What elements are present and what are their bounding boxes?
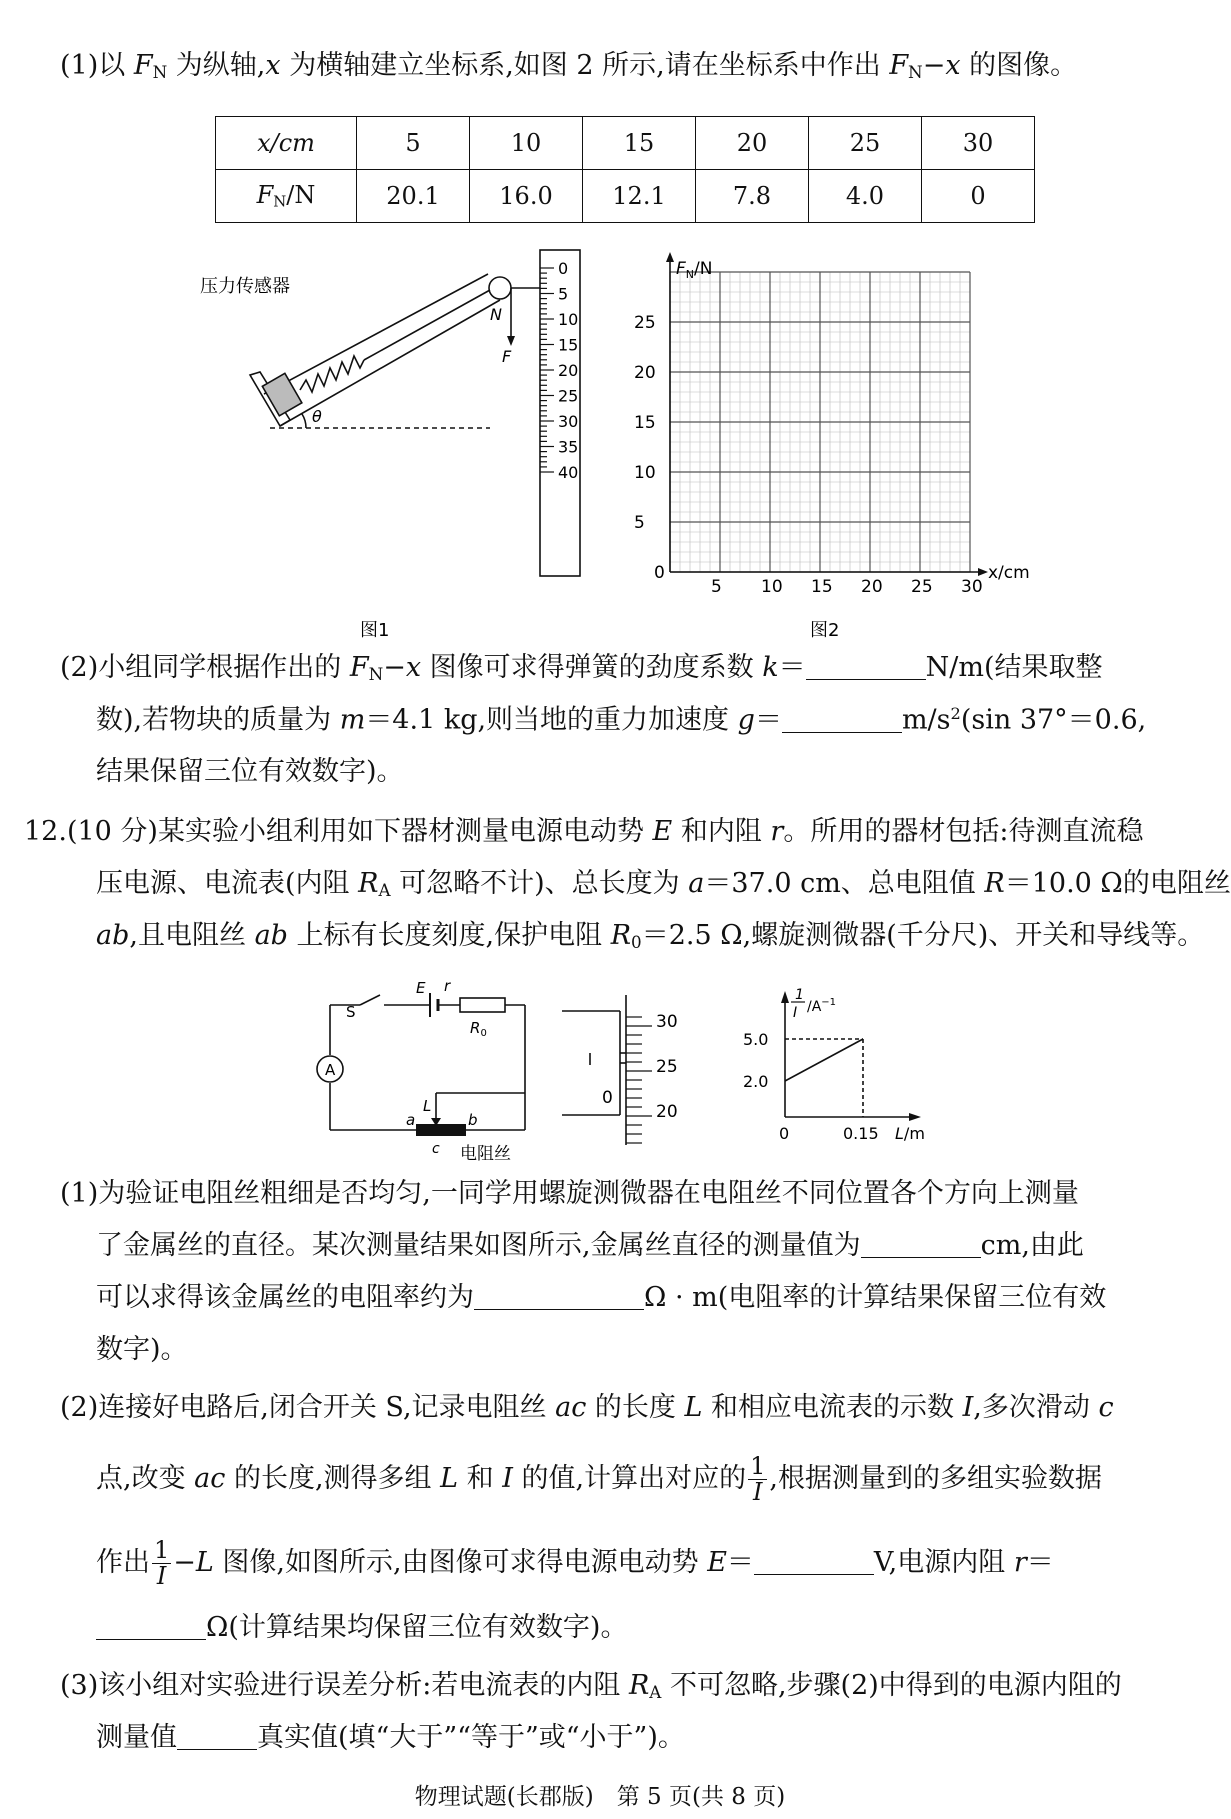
figure-1-caption: 图1 — [360, 620, 390, 641]
answer-blank-emf[interactable] — [754, 1547, 874, 1575]
table-row — [216, 170, 1035, 223]
q12-part2-line3: 作出 $\frac{1}{I}$ −L 图像,如图所示,由图像可求得电源电动势 E＝ V,电源内阻 r＝ — [96, 1536, 1054, 1591]
graph-x-tick-0: 0 — [779, 1124, 790, 1143]
q12-part3-line2: 测量值 真实值(填“大于”“等于”或“小于”)。 — [96, 1722, 685, 1753]
ruler-label: 15 — [558, 335, 579, 355]
figure-2-graph — [620, 252, 1040, 642]
x-tick-label: 15 — [811, 577, 833, 597]
graph-y-numerator: 1 — [795, 987, 804, 1003]
data-table — [215, 116, 1035, 223]
switch-label: S — [346, 1003, 356, 1021]
ruler-label: 25 — [558, 386, 579, 406]
table-cell: 16.0 — [470, 170, 583, 223]
fraction-1-over-i: $\frac{1}{I}$ — [750, 1452, 766, 1507]
table-cell: 4.0 — [809, 170, 922, 223]
r-label: r — [444, 977, 451, 995]
answer-blank-resistivity[interactable] — [474, 1282, 644, 1310]
ruler-label: 40 — [558, 463, 579, 482]
y-tick-label: 20 — [634, 363, 656, 383]
ruler-label: 10 — [558, 310, 579, 329]
table-cell: 20.1 — [357, 170, 470, 223]
wire-label: 电阻丝 — [460, 1144, 511, 1164]
x-axis-label: x/cm — [988, 563, 1030, 583]
y-tick-label: 5 — [634, 513, 645, 533]
answer-blank-g[interactable] — [782, 705, 902, 733]
table-cell: 0 — [922, 170, 1035, 223]
graph-x-label: L/m — [895, 1124, 925, 1143]
graph-y-tick-5: 5.0 — [743, 1030, 769, 1049]
x-tick-label: 30 — [961, 577, 983, 597]
table-header-f: $F_N/N$ — [216, 170, 357, 223]
x-tick-label: 20 — [861, 577, 883, 597]
ruler-label: 5 — [558, 284, 569, 304]
q12-part2-line1: (2)连接好电路后,闭合开关 S,记录电阻丝 ac 的长度 L 和相应电流表的示数 I,多次滑动 c — [60, 1392, 1114, 1423]
x-tick-label: 5 — [711, 577, 722, 597]
y-axis-label: $F_N/N$ — [676, 259, 713, 281]
inverse-current-graph — [735, 985, 935, 1155]
y-tick-label: 25 — [634, 313, 656, 333]
answer-blank-k[interactable] — [806, 652, 926, 680]
l-label: L — [423, 1097, 432, 1115]
a-label: a — [406, 1111, 416, 1129]
table-cell: 5 — [357, 117, 470, 170]
circuit-diagram — [320, 975, 550, 1165]
theta-label: θ — [312, 407, 322, 426]
ruler-label: 35 — [558, 437, 579, 457]
micrometer-tick-25: 25 — [656, 1057, 678, 1077]
q11-part1-text: (1)以 $F_N$ 为纵轴,x 为横轴建立坐标系,如图 2 所示,请在坐标系中作出 $F_N-x$ 的图像。 — [60, 50, 1078, 83]
q12-line1: 12.(10 分)某实验小组利用如下器材测量电源电动势 E 和内阻 r。所用的器材包括:待测直流稳 — [24, 816, 1144, 847]
b-label: b — [468, 1111, 478, 1129]
q11-part2-line1: (2)小组同学根据作出的 $F_N-x$ 图像可求得弹簧的劲度系数 k＝ N/m(结果取整 — [60, 652, 1103, 685]
figure-1-incline — [200, 250, 600, 640]
figure-2-caption: 图2 — [810, 620, 840, 641]
ruler-label: 30 — [558, 412, 579, 431]
q12-part1-line4: 数字)。 — [96, 1334, 188, 1365]
q12-part2-line4: Ω(计算结果均保留三位有效数字)。 — [96, 1612, 627, 1644]
answer-blank-diameter[interactable] — [861, 1230, 981, 1258]
y-tick-label: 15 — [634, 413, 656, 433]
ruler-label: 0 — [558, 259, 569, 278]
x-tick-label: 25 — [911, 577, 933, 597]
q11-part2-line2: 数),若物块的质量为 m＝4.1 kg,则当地的重力加速度 $g= m/s^2(\sin$ 37°＝0.6, — [96, 704, 1147, 736]
q12-part3-line1: (3)该小组对实验进行误差分析:若电流表的内阻 $R_A$ 不可忽略,步骤(2)中得到的电源内阻的 — [60, 1670, 1122, 1703]
q11-part2-line3: 结果保留三位有效数字)。 — [96, 756, 404, 787]
graph-x-tick-015: 0.15 — [843, 1124, 879, 1143]
table-cell: 20 — [696, 117, 809, 170]
micrometer-tick-20: 20 — [656, 1102, 678, 1122]
fraction-1-over-i-2: $\frac{1}{I}$ — [154, 1536, 170, 1591]
answer-blank-comparison[interactable] — [177, 1722, 257, 1750]
table-cell: 7.8 — [696, 170, 809, 223]
q12-part1-line1: (1)为验证电阻丝粗细是否均匀,一同学用螺旋测微器在电阻丝不同位置各个方向上测量 — [60, 1178, 1079, 1209]
emf-label: E — [416, 979, 426, 997]
n-label: N — [490, 305, 502, 324]
micrometer-zero: 0 — [602, 1088, 613, 1108]
table-cell: 15 — [583, 117, 696, 170]
graph-y-tick-2: 2.0 — [743, 1072, 769, 1091]
micrometer-figure — [560, 995, 710, 1155]
table-cell: 25 — [809, 117, 922, 170]
table-cell: 10 — [470, 117, 583, 170]
micrometer-tick-30: 30 — [656, 1012, 678, 1032]
table-header-x: x/cm — [216, 117, 357, 170]
ammeter-label: A — [325, 1061, 336, 1079]
c-label: c — [432, 1141, 440, 1157]
q12-part2-line2: 点,改变 ac 的长度,测得多组 L 和 I 的值,计算出对应的 $\frac{1}{I}$ ,根据测量到的多组实验数据 — [96, 1452, 1102, 1507]
f-label: F — [502, 347, 512, 366]
table-cell: 30 — [922, 117, 1035, 170]
q12-part1-line3: 可以求得该金属丝的电阻率约为 Ω · m(电阻率的计算结果保留三位有效 — [96, 1282, 1107, 1313]
graph-y-denominator: I — [793, 1005, 798, 1021]
table-cell: 12.1 — [583, 170, 696, 223]
q12-line3: ab,且电阻丝 ab 上标有长度刻度,保护电阻 $R_0=2.5$ Ω,螺旋测微器(千分尺)、开关和导线等。 — [96, 920, 1205, 953]
q12-part1-line2: 了金属丝的直径。某次测量结果如图所示,金属丝直径的测量值为 cm,由此 — [96, 1230, 1084, 1261]
q12-line2: 压电源、电流表(内阻 $R_A$ 可忽略不计)、总长度为 a＝37.0 cm、总电阻值 R＝10.0 Ω的电阻丝 — [96, 868, 1231, 901]
y-tick-label: 10 — [634, 463, 656, 483]
graph-y-unit: $/A^{-1}$ — [807, 997, 837, 1015]
origin-label: 0 — [654, 563, 665, 583]
table-row — [216, 117, 1035, 170]
pressure-sensor-label: 压力传感器 — [200, 276, 290, 297]
ruler-label: 20 — [558, 361, 579, 380]
r0-label: $R_0$ — [470, 1019, 487, 1039]
page-footer: 物理试题(长郡版) 第 5 页(共 8 页) — [414, 1784, 786, 1810]
x-tick-label: 10 — [761, 577, 783, 597]
answer-blank-internal-resistance[interactable] — [96, 1612, 206, 1640]
